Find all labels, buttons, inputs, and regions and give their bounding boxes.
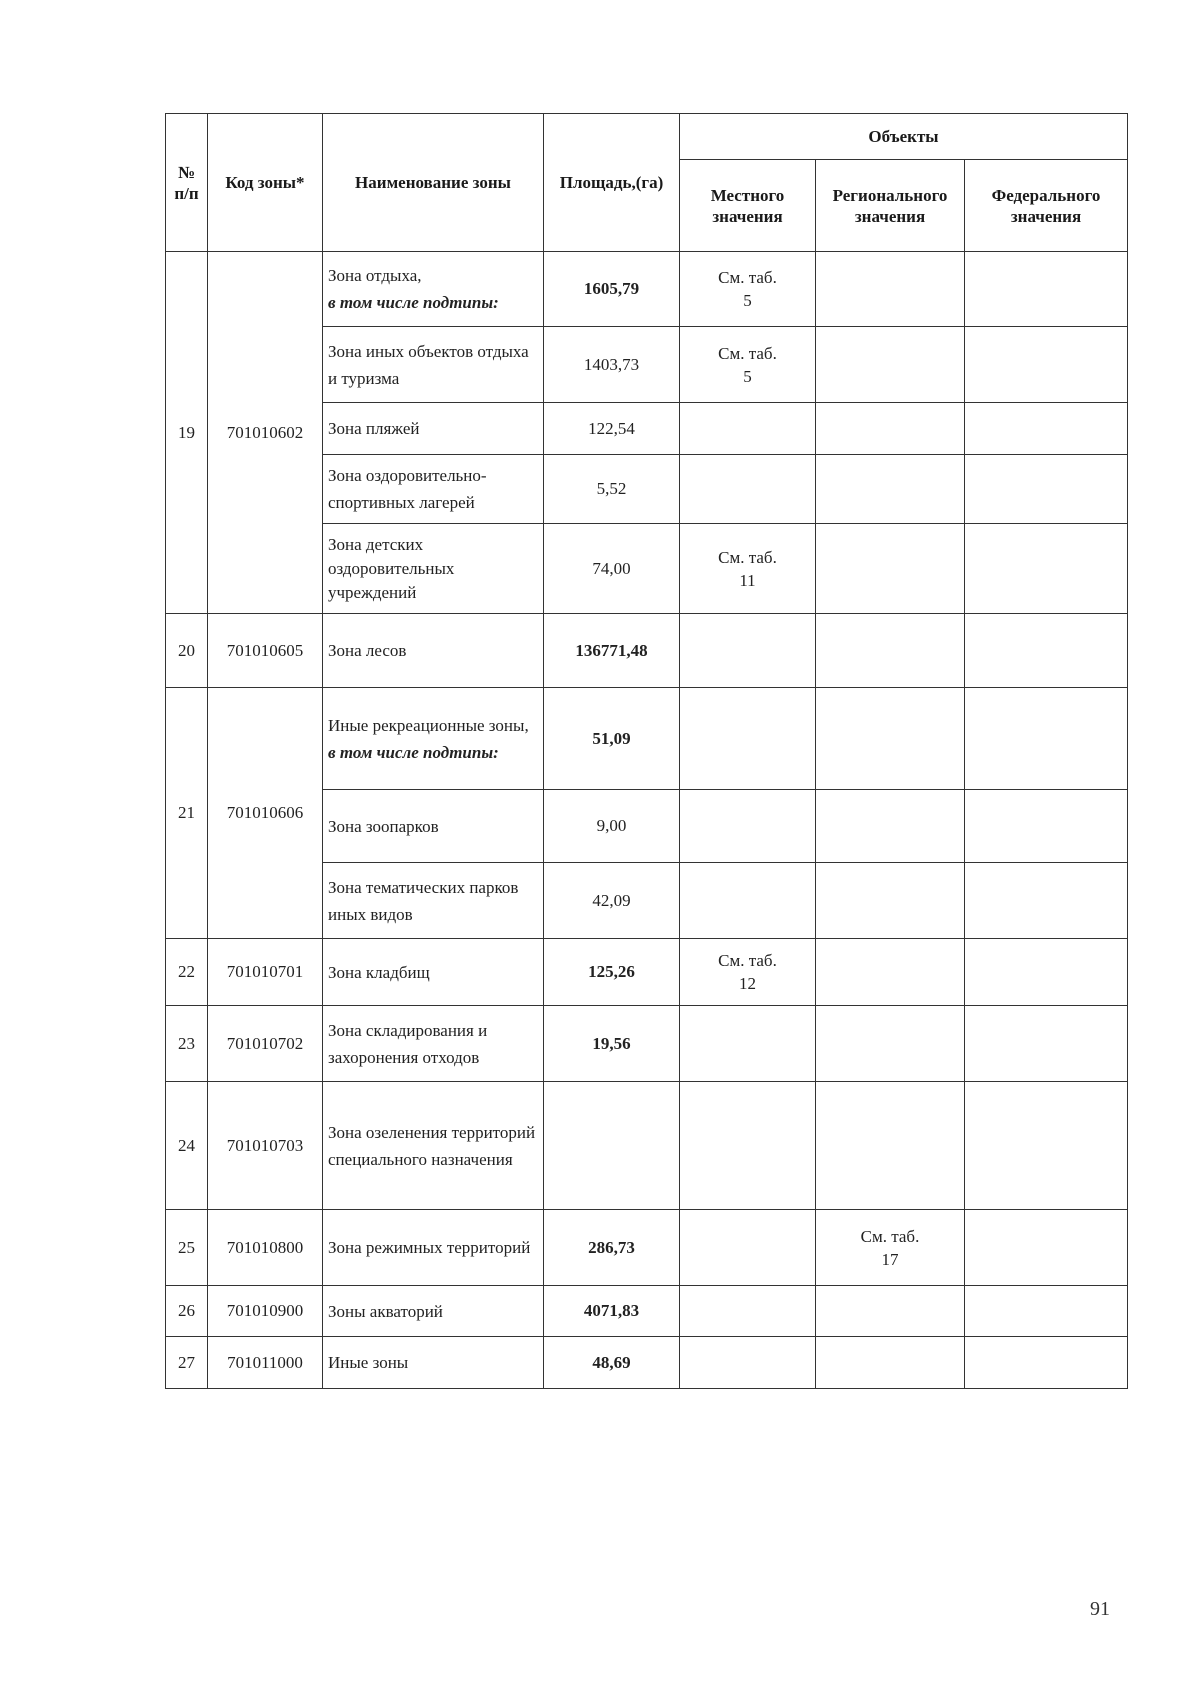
regional-objects xyxy=(816,252,965,327)
zone-code: 701010900 xyxy=(208,1286,323,1337)
table-row xyxy=(166,1286,1128,1337)
see-table-number: 17 xyxy=(881,1249,899,1269)
local-objects xyxy=(680,1082,816,1210)
regional-objects xyxy=(816,455,965,524)
table-row xyxy=(166,614,1128,688)
federal-objects xyxy=(965,524,1128,614)
header-local: Местного значения xyxy=(680,160,816,252)
zone-code: 701011000 xyxy=(208,1337,323,1389)
regional-objects xyxy=(816,1082,965,1210)
regional-objects xyxy=(816,403,965,455)
zone-name-text: Зона отдыха, xyxy=(328,266,422,285)
row-number: 19 xyxy=(166,252,208,614)
see-table-label: См. таб. xyxy=(718,268,777,287)
see-table-number: 5 xyxy=(743,366,752,386)
zone-name: Зона зоопарков xyxy=(323,790,544,863)
see-table-number: 5 xyxy=(743,291,752,310)
zone-area: 74,00 xyxy=(544,524,680,614)
federal-objects xyxy=(965,1006,1128,1082)
zone-name: Зона лесов xyxy=(323,614,544,688)
row-number: 21 xyxy=(166,688,208,939)
subtype-note: в том числе подтипы: xyxy=(328,293,499,312)
federal-objects xyxy=(965,688,1128,790)
zone-area: 9,00 xyxy=(544,790,680,863)
federal-objects xyxy=(965,327,1128,403)
header-name: Наименование зоны xyxy=(323,114,544,252)
subtype-note: в том числе подтипы: xyxy=(328,742,499,762)
zone-code: 701010702 xyxy=(208,1006,323,1082)
zone-area: 1605,79 xyxy=(544,252,680,327)
zone-code: 701010602 xyxy=(208,252,323,614)
zone-name: Зона оздоровительно-спортивных лагерей xyxy=(323,455,544,524)
zone-code: 701010800 xyxy=(208,1210,323,1286)
zone-name: Зона режимных территорий xyxy=(323,1210,544,1286)
zone-area: 122,54 xyxy=(544,403,680,455)
regional-objects xyxy=(816,524,965,614)
local-objects xyxy=(680,1337,816,1389)
header-area: Площадь,(га) xyxy=(544,114,680,252)
table-row xyxy=(166,1210,1128,1286)
zones-table xyxy=(165,113,1128,1389)
zone-name: Зона тематических парков иных видов xyxy=(323,863,544,939)
local-objects xyxy=(680,252,816,327)
regional-objects xyxy=(816,327,965,403)
regional-objects xyxy=(816,688,965,790)
row-number: 20 xyxy=(166,614,208,688)
local-objects xyxy=(680,327,816,403)
federal-objects xyxy=(965,939,1128,1006)
zone-name-text: Иные рекреационные зоны, xyxy=(328,715,529,735)
zone-name xyxy=(323,688,544,790)
table-row xyxy=(166,1006,1128,1082)
regional-objects xyxy=(816,863,965,939)
header-regional: Регионального значения xyxy=(816,160,965,252)
regional-objects xyxy=(816,1286,965,1337)
local-objects xyxy=(680,1006,816,1082)
regional-objects xyxy=(816,614,965,688)
table-row xyxy=(166,688,1128,790)
table-row xyxy=(166,252,1128,327)
federal-objects xyxy=(965,1286,1128,1337)
row-number: 23 xyxy=(166,1006,208,1082)
zone-area: 19,56 xyxy=(544,1006,680,1082)
table-row xyxy=(166,1337,1128,1389)
zone-name: Иные зоны xyxy=(323,1337,544,1389)
regional-objects xyxy=(816,1337,965,1389)
local-objects xyxy=(680,403,816,455)
zone-area: 42,09 xyxy=(544,863,680,939)
see-table-label: См. таб. xyxy=(718,547,777,567)
zone-area: 136771,48 xyxy=(544,614,680,688)
federal-objects xyxy=(965,614,1128,688)
federal-objects xyxy=(965,1210,1128,1286)
zone-code: 701010703 xyxy=(208,1082,323,1210)
zone-code: 701010606 xyxy=(208,688,323,939)
see-table-number: 11 xyxy=(739,570,756,590)
zone-name: Зона складирования и захоронения отходов xyxy=(323,1006,544,1082)
header-code: Код зоны* xyxy=(208,114,323,252)
federal-objects xyxy=(965,455,1128,524)
row-number: 25 xyxy=(166,1210,208,1286)
regional-objects xyxy=(816,1006,965,1082)
local-objects xyxy=(680,688,816,790)
zone-name: Зона детских оздоровительных учреждений xyxy=(323,524,544,614)
header-objects: Объекты xyxy=(680,114,1128,160)
row-number: 27 xyxy=(166,1337,208,1389)
zone-area: 51,09 xyxy=(544,688,680,790)
zone-area: 125,26 xyxy=(544,939,680,1006)
zone-area xyxy=(544,1082,680,1210)
zone-code: 701010605 xyxy=(208,614,323,688)
federal-objects xyxy=(965,790,1128,863)
local-objects xyxy=(680,524,816,614)
federal-objects xyxy=(965,403,1128,455)
zone-area: 1403,73 xyxy=(544,327,680,403)
zone-area: 5,52 xyxy=(544,455,680,524)
zone-area: 48,69 xyxy=(544,1337,680,1389)
zone-name: Зона озеленения территорий специального назначения xyxy=(323,1082,544,1210)
zone-name xyxy=(323,252,544,327)
zone-code: 701010701 xyxy=(208,939,323,1006)
page-number: 91 xyxy=(1090,1598,1110,1620)
zone-name: Зона кладбищ xyxy=(323,939,544,1006)
local-objects xyxy=(680,1286,816,1337)
header-num: № п/п xyxy=(166,114,208,252)
header-federal: Федерального значения xyxy=(965,160,1128,252)
zone-area: 286,73 xyxy=(544,1210,680,1286)
local-objects xyxy=(680,1210,816,1286)
row-number: 22 xyxy=(166,939,208,1006)
zone-area: 4071,83 xyxy=(544,1286,680,1337)
regional-objects xyxy=(816,939,965,1006)
regional-objects xyxy=(816,1210,965,1286)
row-number: 24 xyxy=(166,1082,208,1210)
local-objects xyxy=(680,455,816,524)
row-number: 26 xyxy=(166,1286,208,1337)
federal-objects xyxy=(965,1337,1128,1389)
zone-name: Зона пляжей xyxy=(323,403,544,455)
federal-objects xyxy=(965,1082,1128,1210)
see-table-label: См. таб. xyxy=(860,1226,920,1246)
see-table-label: См. таб. xyxy=(718,951,777,970)
table-row xyxy=(166,939,1128,1006)
regional-objects xyxy=(816,790,965,863)
local-objects xyxy=(680,939,816,1006)
zone-name: Зона иных объектов отдыха и туризма xyxy=(323,327,544,403)
table-row xyxy=(166,1082,1128,1210)
see-table-label: См. таб. xyxy=(718,343,777,363)
local-objects xyxy=(680,790,816,863)
federal-objects xyxy=(965,863,1128,939)
local-objects xyxy=(680,863,816,939)
local-objects xyxy=(680,614,816,688)
zone-name: Зоны акваторий xyxy=(323,1286,544,1337)
federal-objects xyxy=(965,252,1128,327)
see-table-number: 12 xyxy=(739,974,756,993)
